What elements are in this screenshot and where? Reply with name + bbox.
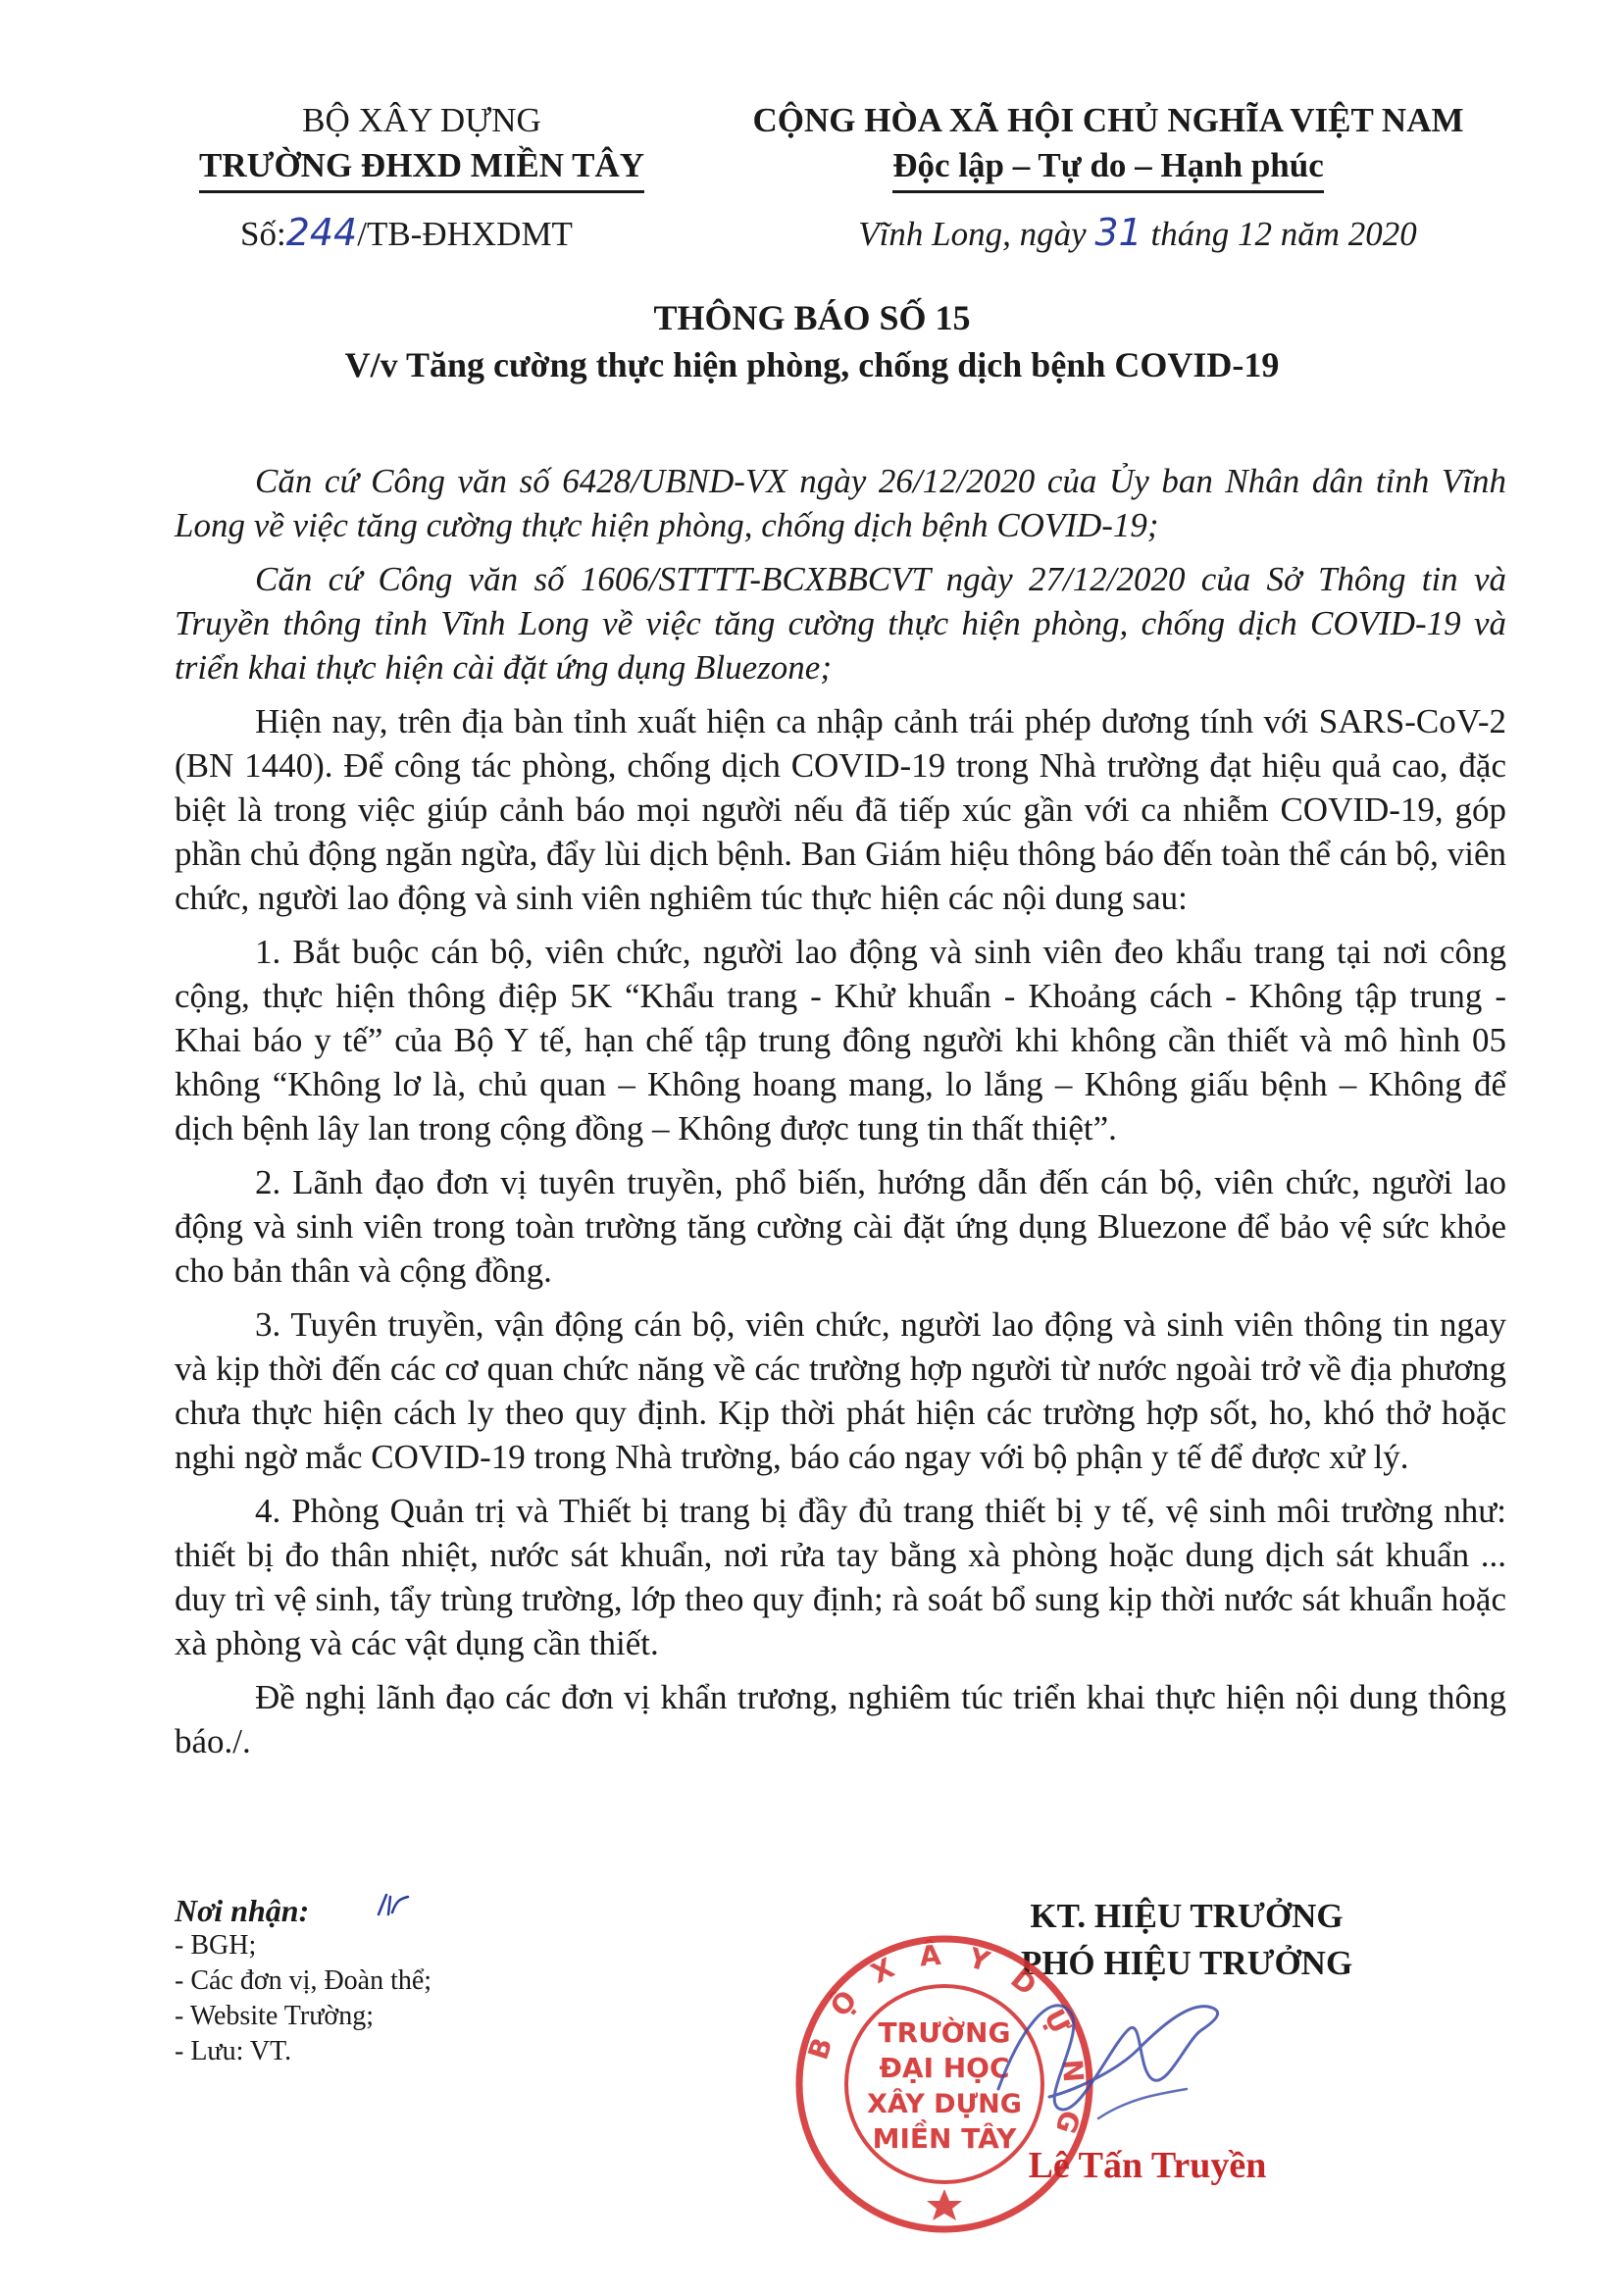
recipient-item: - Các đơn vị, Đoàn thể; [175,1965,432,1996]
document-number [240,211,573,254]
national-header [686,98,1530,193]
recipients-label: Nơi nhận: [175,1893,310,1928]
item-3: 3. Tuyên truyền, vận động cán bộ, viên chức, người lao động và sinh viên thông tin ngay và kịp thời đến các cơ quan chức năng về các trường hợp người từ nước ngoài trở về địa phương chưa thực hiện cách ly theo quy định. Kịp thời phát hiện các trường hợp sốt, ho, khó thở hoặc nghi ngờ mắc COVID-19 trong Nhà trường, báo cáo ngay với bộ phận y tế để được xử lý. [175,1305,1506,1476]
initials-scribble-icon [375,1891,410,1918]
issuer-block [147,98,696,193]
ministry-name: BỘ XÂY DỰNG [302,101,541,139]
svg-text:TRƯỜNG: TRƯỜNG [878,2016,1011,2049]
recipient-item: - Website Trường; [175,2001,375,2031]
preamble-2: Căn cứ Công văn số 1606/STTTT-BCXBBCVT ngày 27/12/2020 của Sở Thông tin và Truyền thông tỉnh Vĩnh Long về việc tăng cường thực hiện phòng, chống dịch COVID-19 và triển khai thực hiện cài đặt ứng dụng Bluezone; [175,560,1506,687]
item-1: 1. Bắt buộc cán bộ, viên chức, người lao động và sinh viên đeo khẩu trang tại nơi công cộng, thực hiện thông điệp 5K “Khẩu trang - Khử khuẩn - Khoảng cách - Không tập trung - Khai báo y tế” của Bộ Y tế, hạn chế tập trung đông người khi không cần thiết và mô hình 05 không “Không lơ là, chủ quan – Không hoang mang, lo lắng – Không giấu bệnh – Không để dịch bệnh lây lan trong cộng đồng – Không được tung tin thất thiệt”. [175,933,1506,1147]
recipient-item: - BGH; [175,1930,257,1961]
preamble-1: Căn cứ Công văn số 6428/UBND-VX ngày 26/12/2020 của Ủy ban Nhân dân tỉnh Vĩnh Long về việc tăng cường thực hiện phòng, chống dịch bệnh COVID-19; [175,462,1506,544]
item-4: 4. Phòng Quản trị và Thiết bị trang bị đầy đủ trang thiết bị y tế, vệ sinh môi trường như: thiết bị đo thân nhiệt, nước sát khuẩn, nơi rửa tay bằng xà phòng hoặc dung dịch sát khuẩn ... duy trì vệ sinh, tẩy trùng trường, lớp theo quy định; rà soát bổ sung kịp thời nước sát khuẩn hoặc xà phòng và các vật dụng cần thiết. [175,1492,1506,1662]
document-body [175,459,1506,1773]
school-name [147,143,696,193]
document-date [765,211,1510,254]
title-main: THÔNG BÁO SỐ 15 [653,298,971,337]
intro-paragraph: Hiện nay, trên địa bàn tỉnh xuất hiện ca nhập cảnh trái phép dương tính với SARS-CoV-2 (BN 1440). Để công tác phòng, chống dịch COVID-19 trong Nhà trường đạt hiệu quả cao, đặc biệt là trong việc giúp cảnh báo mọi người nếu đã tiếp xúc gần với ca nhiễm COVID-19, góp phần chủ động ngăn ngừa, đẩy lùi dịch bệnh. Ban Giám hiệu thông báo đến toàn thể cán bộ, viên chức, người lao động và sinh viên nghiêm túc thực hiện các nội dung sau: [175,702,1506,917]
signature-line2: PHÓ HIỆU TRƯỞNG [1020,1944,1353,1982]
signature-line1: KT. HIỆU TRƯỞNG [1030,1897,1344,1935]
date-suffix: tháng 12 năm 2020 [1150,215,1417,253]
svg-text:ĐẠI HỌC: ĐẠI HỌC [879,2052,1010,2084]
date-day-handwritten: 31 [1094,211,1142,254]
number-prefix: Số: [240,215,286,253]
signer-name: Lê Tấn Truyền [1028,2145,1267,2186]
item-2: 2. Lãnh đạo đơn vị tuyên truyền, phổ biến, hướng dẫn đến cán bộ, viên chức, người lao động và sinh viên trong toàn trường tăng cường cài đặt ứng dụng Bluezone để bảo vệ sức khỏe cho bản thân và cộng đồng. [175,1163,1506,1290]
school-name-text: TRƯỜNG ĐHXD MIỀN TÂY [199,143,644,193]
svg-text:XÂY DỰNG: XÂY DỰNG [867,2089,1022,2119]
motto [686,143,1530,193]
closing-paragraph: Đề nghị lãnh đạo các đơn vị khẩn trương, nghiêm túc triển khai thực hiện nội dung thông báo./. [175,1678,1506,1760]
handwritten-signature-icon [981,1971,1236,2138]
svg-text:MIỀN TÂY: MIỀN TÂY [872,2122,1017,2155]
country-name: CỘNG HÒA XÃ HỘI CHỦ NGHĨA VIỆT NAM [752,101,1464,139]
document-title [0,294,1624,388]
recipient-item: - Lưu: VT. [175,2036,292,2066]
title-subject: V/v Tăng cường thực hiện phòng, chống dịch bệnh COVID-19 [344,345,1280,384]
number-handwritten: 244 [285,211,358,254]
number-suffix: /TB-ĐHXDMT [357,215,573,253]
date-prefix: Vĩnh Long, ngày [858,215,1087,253]
recipients-block [175,1893,431,2069]
motto-text: Độc lập – Tự do – Hạnh phúc [892,143,1324,193]
svg-text:B Ộ X Â Y D Ự N G: B Ộ X Â Y D Ự N G [801,1938,1091,2146]
